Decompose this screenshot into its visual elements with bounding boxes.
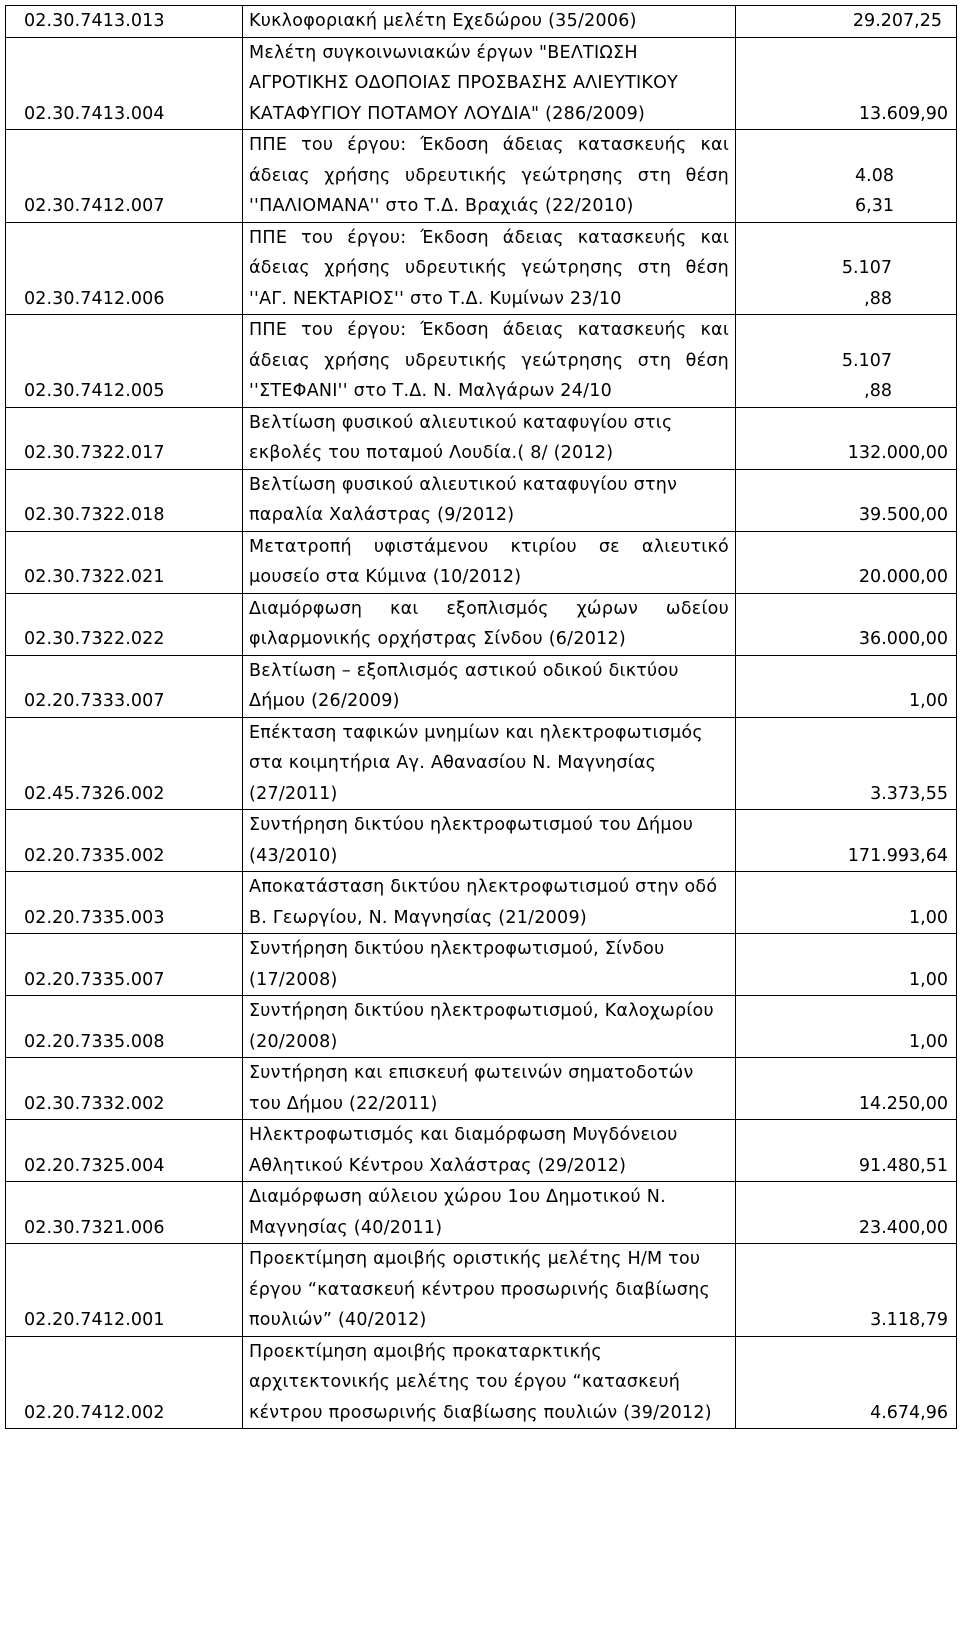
row-code: 02.30.7321.006 — [6, 1182, 243, 1244]
row-description: Συντήρηση δικτύου ηλεκτροφωτισμού του Δήμου (43/2010) — [243, 810, 736, 872]
row-code: 02.20.7335.008 — [6, 996, 243, 1058]
row-amount: 23.400,00 — [736, 1182, 957, 1244]
table-row — [6, 531, 957, 593]
row-amount: 39.500,00 — [736, 469, 957, 531]
row-code: 02.30.7412.005 — [6, 315, 243, 408]
table-row — [6, 407, 957, 469]
row-amount: 4.674,96 — [736, 1336, 957, 1429]
table-row — [6, 810, 957, 872]
row-code: 02.20.7335.003 — [6, 872, 243, 934]
row-amount — [736, 130, 957, 223]
row-description: Συντήρηση και επισκευή φωτεινών σηματοδοτών του Δήμου (22/2011) — [243, 1058, 736, 1120]
row-amount: 171.993,64 — [736, 810, 957, 872]
table-row — [6, 469, 957, 531]
budget-table — [5, 5, 957, 1429]
table-row — [6, 222, 957, 315]
row-amount: 29.207,25 — [736, 6, 957, 38]
row-description: Διαμόρφωση και εξοπλισμός χώρων ωδείου φιλαρμονικής ορχήστρας Σίνδου (6/2012) — [243, 593, 736, 655]
row-description: Διαμόρφωση αύλειου χώρου 1ου Δημοτικού Ν. Μαγνησίας (40/2011) — [243, 1182, 736, 1244]
table-row — [6, 1182, 957, 1244]
row-amount-part-1: 5.107 — [841, 258, 892, 278]
row-description: Βελτίωση φυσικού αλιευτικού καταφυγίου στις εκβολές του ποταμού Λουδία.( 8/ (2012) — [243, 407, 736, 469]
row-amount-part-1: 4.08 — [855, 165, 894, 186]
row-amount: 1,00 — [736, 872, 957, 934]
row-code: 02.30.7413.013 — [6, 6, 243, 38]
row-description: ΠΠΕ του έργου: Έκδοση άδειας κατασκευής και άδειας χρήσης υδρευτικής γεώτρησης στη θέση ''ΠΑΛΙΟΜΑΝΑ'' στο Τ.Δ. Βραχιάς (22/2010) — [243, 130, 736, 223]
row-amount: 1,00 — [736, 996, 957, 1058]
row-description: Συντήρηση δικτύου ηλεκτροφωτισμού, Καλοχωρίου (20/2008) — [243, 996, 736, 1058]
table-row — [6, 1058, 957, 1120]
row-description: Μετατροπή υφιστάμενου κτιρίου σε αλιευτικό μουσείο στα Κύμινα (10/2012) — [243, 531, 736, 593]
table-row — [6, 315, 957, 408]
row-code: 02.30.7322.021 — [6, 531, 243, 593]
table-row — [6, 1336, 957, 1429]
row-description: Βελτίωση φυσικού αλιευτικού καταφυγίου στην παραλία Χαλάστρας (9/2012) — [243, 469, 736, 531]
table-row — [6, 37, 957, 130]
row-amount-part-2: 6,31 — [855, 196, 894, 216]
row-description: Κυκλοφοριακή μελέτη Εχεδώρου (35/2006) — [243, 6, 736, 38]
row-code: 02.30.7322.022 — [6, 593, 243, 655]
table-row — [6, 934, 957, 996]
row-code: 02.20.7335.007 — [6, 934, 243, 996]
table-row — [6, 593, 957, 655]
row-description: Επέκταση ταφικών μνημίων και ηλεκτροφωτισμός στα κοιμητήρια Αγ. Αθανασίου Ν. Μαγνησίας (27/2011) — [243, 717, 736, 810]
row-description: Ηλεκτροφωτισμός και διαμόρφωση Μυγδόνειου Αθλητικού Κέντρου Χαλάστρας (29/2012) — [243, 1120, 736, 1182]
row-description: ΠΠΕ του έργου: Έκδοση άδειας κατασκευής και άδειας χρήσης υδρευτικής γεώτρησης στη θέση ''ΑΓ. ΝΕΚΤΑΡΙΟΣ'' στο Τ.Δ. Κυμίνων 23/10 — [243, 222, 736, 315]
row-code: 02.20.7325.004 — [6, 1120, 243, 1182]
row-amount: 91.480,51 — [736, 1120, 957, 1182]
row-description: Αποκατάσταση δικτύου ηλεκτροφωτισμού στην οδό Β. Γεωργίου, Ν. Μαγνησίας (21/2009) — [243, 872, 736, 934]
row-description: Μελέτη συγκοινωνιακών έργων "ΒΕΛΤΙΩΣΗ ΑΓΡΟΤΙΚΗΣ ΟΔΟΠΟΙΑΣ ΠΡΟΣΒΑΣΗΣ ΑΛΙΕΥΤΙΚΟΥ ΚΑΤΑΦΥΓΙΟΥ ΠΟΤΑΜΟΥ ΛΟΥΔΙΑ" (286/2009) — [243, 37, 736, 130]
row-amount: 1,00 — [736, 934, 957, 996]
row-code: 02.30.7412.007 — [6, 130, 243, 223]
row-amount: 132.000,00 — [736, 407, 957, 469]
table-row — [6, 655, 957, 717]
row-code: 02.20.7333.007 — [6, 655, 243, 717]
row-amount: 3.118,79 — [736, 1244, 957, 1337]
row-code: 02.20.7335.002 — [6, 810, 243, 872]
row-code: 02.30.7412.006 — [6, 222, 243, 315]
row-amount — [736, 222, 957, 315]
row-code: 02.30.7413.004 — [6, 37, 243, 130]
row-code: 02.30.7332.002 — [6, 1058, 243, 1120]
row-description: ΠΠΕ του έργου: Έκδοση άδειας κατασκευής και άδειας χρήσης υδρευτικής γεώτρησης στη θέση ''ΣΤΕΦΑΝΙ'' στο Τ.Δ. Ν. Μαλγάρων 24/10 — [243, 315, 736, 408]
row-code: 02.45.7326.002 — [6, 717, 243, 810]
row-description: Προεκτίμηση αμοιβής προκαταρκτικής αρχιτεκτονικής μελέτης του έργου “κατασκευή κέντρου προσωρινής διαβίωσης πουλιών (39/2012) — [243, 1336, 736, 1429]
row-code: 02.20.7412.001 — [6, 1244, 243, 1337]
table-row — [6, 6, 957, 38]
table-row — [6, 717, 957, 810]
row-amount-part-2: ,88 — [864, 288, 892, 309]
row-code: 02.30.7322.017 — [6, 407, 243, 469]
row-amount: 3.373,55 — [736, 717, 957, 810]
row-amount: 36.000,00 — [736, 593, 957, 655]
row-description: Βελτίωση – εξοπλισμός αστικού οδικού δικτύου Δήμου (26/2009) — [243, 655, 736, 717]
row-description: Συντήρηση δικτύου ηλεκτροφωτισμού, Σίνδου (17/2008) — [243, 934, 736, 996]
row-amount: 20.000,00 — [736, 531, 957, 593]
table-row — [6, 1120, 957, 1182]
row-code: 02.30.7322.018 — [6, 469, 243, 531]
table-row — [6, 872, 957, 934]
row-amount: 14.250,00 — [736, 1058, 957, 1120]
table-row — [6, 1244, 957, 1337]
table-row — [6, 996, 957, 1058]
table-row — [6, 130, 957, 223]
row-description: Προεκτίμηση αμοιβής οριστικής μελέτης Η/Μ του έργου “κατασκευή κέντρου προσωρινής διαβίωσης πουλιών” (40/2012) — [243, 1244, 736, 1337]
row-amount: 13.609,90 — [736, 37, 957, 130]
row-code: 02.20.7412.002 — [6, 1336, 243, 1429]
row-amount — [736, 315, 957, 408]
row-amount-part-1: 5.107 — [841, 350, 892, 371]
row-amount: 1,00 — [736, 655, 957, 717]
row-amount-part-2: ,88 — [864, 381, 892, 401]
